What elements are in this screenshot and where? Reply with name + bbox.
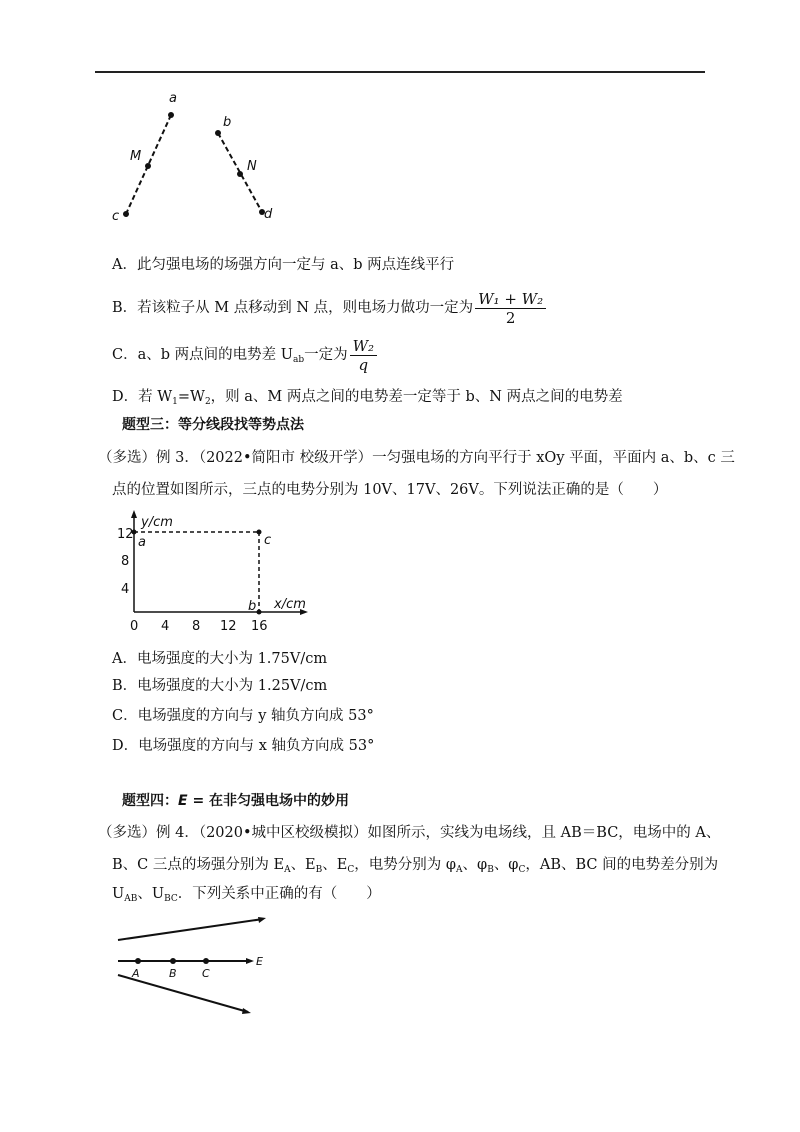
x-axis-label: x/cm: [274, 597, 306, 612]
section4-stem-line2: B、C 三点的场强分别为 $E_A$、$E_B$、$E_C$，电势分别为 $\varphi_A$、$\varphi_B$、$\varphi_C$，AB、BC 间的电势差分别为: [112, 857, 719, 875]
label-d: d: [264, 207, 273, 222]
symbol-e: E: [178, 793, 188, 809]
label-a: A: [132, 967, 140, 980]
x-tick-4: 4: [161, 619, 170, 634]
point-c: [257, 530, 262, 535]
section3-stem-line2: 点的位置如图所示，三点的电势分别为 10V、17V、26V。下列说法正确的是（ ）: [112, 482, 668, 498]
y-tick-12: 12: [117, 527, 134, 542]
label-a: a: [138, 535, 146, 550]
fraction-numerator: W₁ + W₂: [475, 290, 546, 309]
x-tick-8: 8: [192, 619, 201, 634]
y-tick-4: 4: [121, 582, 130, 597]
label-m: M: [130, 149, 142, 164]
q3-option-a: A．电场强度的大小为 1.75V/cm: [112, 651, 328, 667]
q2-option-b: [112, 288, 546, 328]
section4-stem-line1: （多选）例 4．（2020•城中区校级模拟）如图所示，实线为电场线，且 AB＝BC，电场中的 A、: [98, 825, 721, 841]
point-a: [168, 112, 174, 118]
y-tick-8: 8: [121, 554, 130, 569]
label-c: c: [264, 533, 272, 548]
q2-option-a: A．此匀强电场的场强方向一定与 a、b 两点连线平行: [112, 257, 455, 273]
x-tick-0: 0: [130, 619, 139, 634]
figure-segments: [105, 88, 295, 228]
top-rule: [95, 71, 705, 73]
point-n: [237, 171, 243, 177]
point-a: [135, 958, 141, 964]
point-c: [123, 211, 129, 217]
subscript-ab: ab: [292, 355, 305, 365]
point-b: [170, 958, 176, 964]
q2-option-b-text: B．若该粒子从 M 点移动到 N 点，则电场力做功一定为: [112, 300, 474, 316]
q2-option-d: D．若 $W_1=W_2$，则 a、M 两点之间的电势差一定等于 b、N 两点之间的电势差: [112, 389, 623, 407]
q2-option-c-text-1: C．a、b 两点间的电势差 U: [112, 347, 293, 363]
point-b: [215, 130, 221, 136]
fraction-w2-over-q: [350, 337, 377, 374]
q2-option-c: [112, 335, 377, 380]
point-m: [145, 163, 151, 169]
y-axis-label: y/cm: [141, 515, 173, 530]
q3-option-c: C．电场强度的方向与 y 轴负方向成 53°: [112, 708, 374, 724]
label-c: c: [112, 209, 120, 224]
fraction-denominator: 2: [505, 308, 516, 327]
label-a: a: [169, 91, 177, 106]
figure-field-lines: [108, 915, 278, 1015]
label-b: b: [248, 599, 257, 614]
q3-option-d: D．电场强度的方向与 x 轴负方向成 53°: [112, 738, 375, 754]
point-c: [203, 958, 209, 964]
field-line-bottom: [118, 975, 248, 1012]
y-axis-arrow: [131, 510, 137, 518]
section3-stem-line1: （多选）例 3．（2022•简阳市 校级开学）一匀强电场的方向平行于 xOy 平面，平面内 a、b、c 三: [98, 450, 735, 466]
fraction-w1-plus-w2-over-2: [475, 290, 546, 327]
arrow-middle: [246, 958, 254, 964]
fraction-denominator: q: [358, 355, 369, 374]
label-n: N: [247, 159, 257, 174]
arrow-top: [258, 917, 266, 923]
figure-coordinate-plot: [108, 508, 318, 638]
label-e: E: [256, 955, 263, 968]
arrow-bottom: [242, 1008, 251, 1014]
label-c: C: [202, 967, 210, 980]
q2-option-c-text-2: 一定为: [304, 347, 348, 363]
label-b: B: [169, 967, 177, 980]
x-tick-16: 16: [251, 619, 268, 634]
q3-option-b: B．电场强度的大小为 1.25V/cm: [112, 678, 328, 694]
point-b: [257, 610, 262, 615]
x-tick-12: 12: [220, 619, 237, 634]
fraction-numerator: W₂: [350, 337, 377, 356]
section4-heading: 题型四：E = 在非匀强电场中的妙用: [122, 793, 350, 809]
label-b: b: [223, 115, 232, 130]
section3-heading: 题型三：等分线段找等势点法: [122, 417, 304, 433]
section4-stem-line3: $U_{AB}$、$U_{BC}$．下列关系中正确的有（ ）: [112, 886, 381, 904]
field-line-top: [118, 919, 263, 940]
